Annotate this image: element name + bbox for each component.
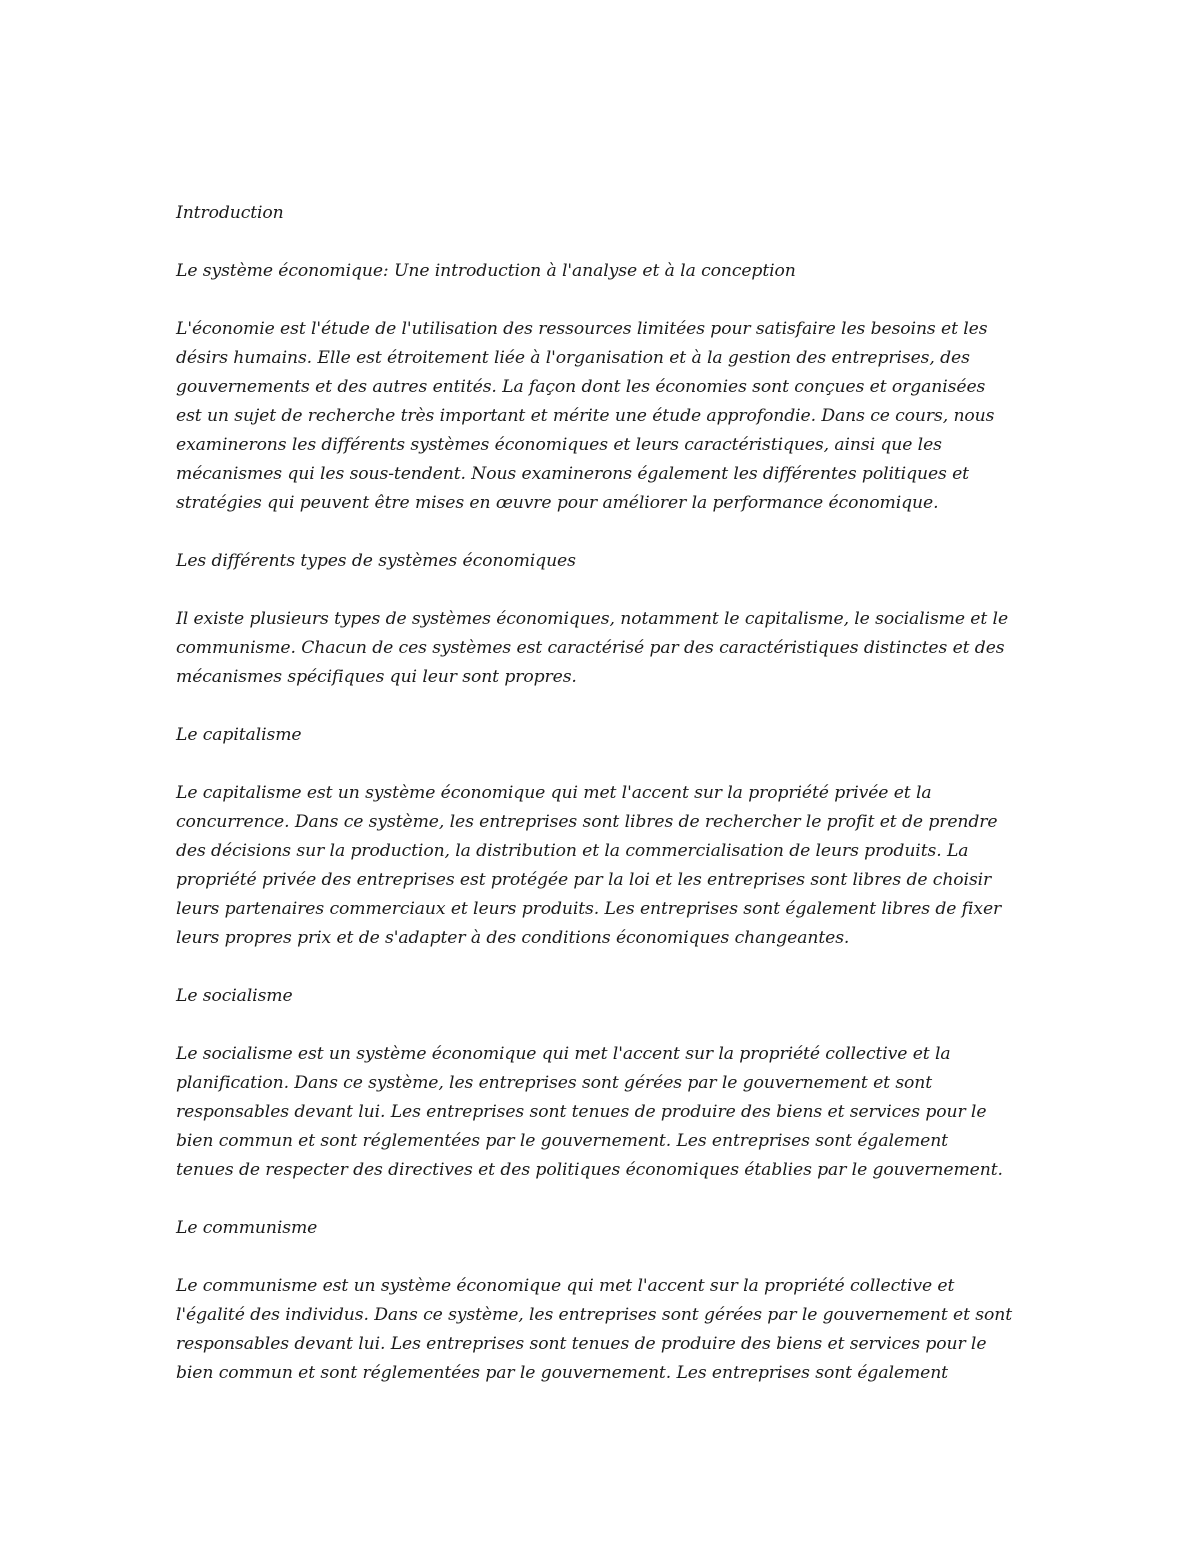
heading-text: Le socialisme [176,986,293,1006]
paragraph-line: est un sujet de recherche très important et mérite une étude approfondie. Dans ce cours, nous [176,406,995,426]
heading-text: Introduction [176,203,284,223]
document-body [176,199,1036,1417]
paragraph-line: gouvernements et des autres entités. La façon dont les économies sont conçues et organisées [176,377,986,397]
paragraph-socialisme [176,1040,1036,1185]
paragraph-capitalisme [176,779,1036,953]
paragraph-line: Il existe plusieurs types de systèmes économiques, notamment le capitalisme, le socialisme et le [176,609,1009,629]
paragraph-line: tenues de respecter des directives et des politiques économiques établies par le gouvernement. [176,1160,1003,1180]
paragraph-line: des décisions sur la production, la distribution et la commercialisation de leurs produits. La [176,841,969,861]
paragraph-line: planification. Dans ce système, les entreprises sont gérées par le gouvernement et sont [176,1073,933,1093]
heading-communisme [176,1214,1036,1243]
paragraph-line: bien commun et sont réglementées par le gouvernement. Les entreprises sont également [176,1131,948,1151]
paragraph-line: leurs propres prix et de s'adapter à des conditions économiques changeantes. [176,928,850,948]
paragraph-line: l'égalité des individus. Dans ce système, les entreprises sont gérées par le gouvernement et sont [176,1305,1013,1325]
heading-text: Le capitalisme [176,725,302,745]
paragraph-line: bien commun et sont réglementées par le gouvernement. Les entreprises sont également [176,1363,948,1383]
document-title [176,257,1036,286]
paragraph-line: responsables devant lui. Les entreprises sont tenues de produire des biens et services pour le [176,1102,987,1122]
title-text: Le système économique: Une introduction à l'analyse et à la conception [176,261,796,281]
paragraph-line: concurrence. Dans ce système, les entreprises sont libres de rechercher le profit et de prendre [176,812,998,832]
paragraph-line: désirs humains. Elle est étroitement liée à l'organisation et à la gestion des entreprises, des [176,348,970,368]
paragraph-line: leurs partenaires commerciaux et leurs produits. Les entreprises sont également libres de fixer [176,899,1002,919]
heading-capitalisme [176,721,1036,750]
paragraph-line: responsables devant lui. Les entreprises sont tenues de produire des biens et services pour le [176,1334,987,1354]
heading-socialisme [176,982,1036,1011]
paragraph-line: propriété privée des entreprises est protégée par la loi et les entreprises sont libres de choisir [176,870,992,890]
paragraph-communisme [176,1272,1036,1388]
paragraph-introduction [176,315,1036,518]
paragraph-types [176,605,1036,692]
paragraph-line: stratégies qui peuvent être mises en œuvre pour améliorer la performance économique. [176,493,939,513]
heading-introduction [176,199,1036,228]
paragraph-line: mécanismes spécifiques qui leur sont propres. [176,667,577,687]
paragraph-line: communisme. Chacun de ces systèmes est caractérisé par des caractéristiques distinctes et des [176,638,1005,658]
paragraph-line: Le communisme est un système économique qui met l'accent sur la propriété collective et [176,1276,955,1296]
paragraph-line: mécanismes qui les sous-tendent. Nous examinerons également les différentes politiques et [176,464,969,484]
paragraph-line: examinerons les différents systèmes économiques et leurs caractéristiques, ainsi que les [176,435,942,455]
heading-text: Les différents types de systèmes économiques [176,551,576,571]
heading-text: Le communisme [176,1218,318,1238]
paragraph-line: Le socialisme est un système économique qui met l'accent sur la propriété collective et la [176,1044,951,1064]
paragraph-line: Le capitalisme est un système économique qui met l'accent sur la propriété privée et la [176,783,932,803]
heading-types [176,547,1036,576]
paragraph-line: L'économie est l'étude de l'utilisation des ressources limitées pour satisfaire les besoins et les [176,319,988,339]
